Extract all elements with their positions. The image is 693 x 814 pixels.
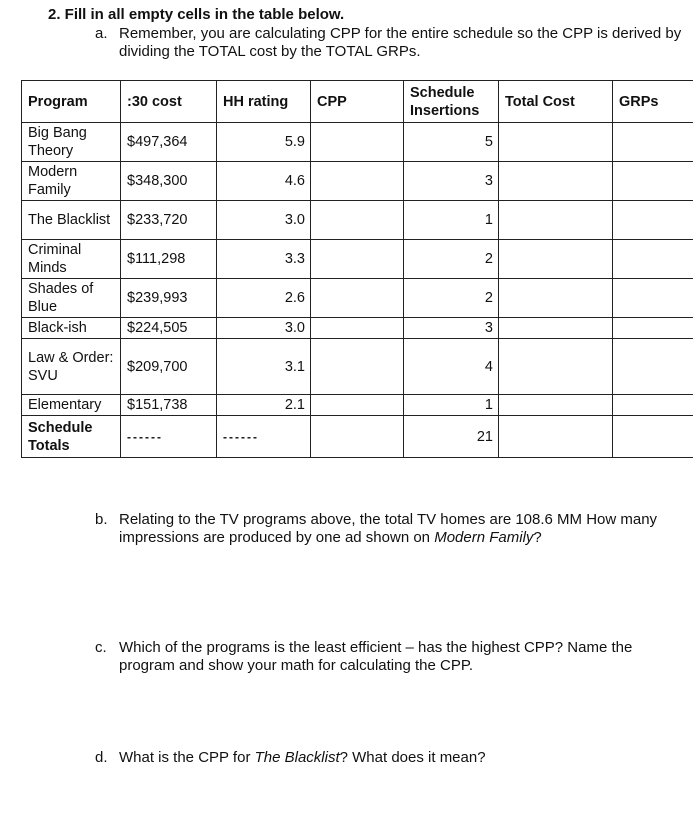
insertions-cell: 1 — [404, 395, 499, 416]
cpp-cell[interactable] — [311, 339, 404, 395]
program-name: Elementary — [22, 395, 121, 416]
total-cost-cell[interactable] — [499, 279, 613, 318]
grps-cell[interactable] — [613, 201, 693, 240]
program-name: The Blacklist — [22, 201, 121, 240]
header-cpp: CPP — [311, 81, 404, 123]
table-row — [22, 162, 693, 201]
header-program: Program — [22, 81, 121, 123]
program-name: Modern Family — [22, 162, 121, 201]
table-header-row — [22, 81, 693, 123]
total-cost-cell[interactable] — [499, 123, 613, 162]
totals-grps-cell[interactable] — [613, 416, 693, 458]
insertions-cell: 1 — [404, 201, 499, 240]
question-b-text-end: ? — [533, 529, 542, 546]
grps-cell[interactable] — [613, 395, 693, 416]
program-name: Criminal Minds — [22, 240, 121, 279]
total-cost-cell[interactable] — [499, 201, 613, 240]
rating-cell: 3.1 — [217, 339, 311, 395]
question-c-letter: c. — [95, 639, 107, 656]
totals-row — [22, 416, 693, 458]
table-row — [22, 279, 693, 318]
question-d-text-end: ? What does it mean? — [339, 749, 486, 766]
table-row — [22, 395, 693, 416]
question-b — [97, 511, 682, 547]
header-cost: :30 cost — [121, 81, 217, 123]
total-cost-cell[interactable] — [499, 339, 613, 395]
insertions-cell: 4 — [404, 339, 499, 395]
program-name: Law & Order: SVU — [22, 339, 121, 395]
header-rating: HH rating — [217, 81, 311, 123]
table-row — [22, 201, 693, 240]
grps-cell[interactable] — [613, 123, 693, 162]
insertions-cell: 2 — [404, 240, 499, 279]
cost-cell: $497,364 — [121, 123, 217, 162]
grps-cell[interactable] — [613, 318, 693, 339]
cost-cell: $209,700 — [121, 339, 217, 395]
question-b-program: Modern Family — [434, 529, 534, 546]
question-b-text-part: Relating to the TV programs above, the total TV homes are 108.6 MM How many impressions are produced by one ad shown on — [119, 511, 658, 546]
rating-cell: 3.0 — [217, 201, 311, 240]
cpp-cell[interactable] — [311, 123, 404, 162]
cpp-cell[interactable] — [311, 395, 404, 416]
totals-cost-placeholder: ------ — [121, 416, 217, 458]
insertions-cell: 3 — [404, 162, 499, 201]
table-row — [22, 318, 693, 339]
totals-insertions-cell: 21 — [404, 416, 499, 458]
rating-cell: 2.1 — [217, 395, 311, 416]
totals-cpp-cell[interactable] — [311, 416, 404, 458]
question-title: 2. Fill in all empty cells in the table below. — [48, 6, 345, 23]
rating-cell: 2.6 — [217, 279, 311, 318]
totals-label: Schedule Totals — [22, 416, 121, 458]
question-d-text — [119, 749, 682, 767]
total-cost-cell[interactable] — [499, 318, 613, 339]
insertions-cell: 5 — [404, 123, 499, 162]
total-cost-cell[interactable] — [499, 240, 613, 279]
program-name: Shades of Blue — [22, 279, 121, 318]
header-grps: GRPs — [613, 81, 693, 123]
table-row — [22, 240, 693, 279]
question-b-text — [119, 511, 682, 547]
cpp-cell[interactable] — [311, 201, 404, 240]
cpp-cell[interactable] — [311, 279, 404, 318]
header-total-cost: Total Cost — [499, 81, 613, 123]
rating-cell: 3.0 — [217, 318, 311, 339]
totals-rating-placeholder: ------ — [217, 416, 311, 458]
cost-cell: $151,738 — [121, 395, 217, 416]
totals-total-cost-cell[interactable] — [499, 416, 613, 458]
grps-cell[interactable] — [613, 162, 693, 201]
cost-cell: $224,505 — [121, 318, 217, 339]
question-b-letter: b. — [95, 511, 108, 528]
rating-cell: 3.3 — [217, 240, 311, 279]
table-row — [22, 123, 693, 162]
cost-cell: $111,298 — [121, 240, 217, 279]
insertions-cell: 3 — [404, 318, 499, 339]
question-c — [97, 639, 682, 675]
question-d-text-part: What is the CPP for — [119, 749, 255, 766]
program-name: Black-ish — [22, 318, 121, 339]
table-row — [22, 339, 693, 395]
cost-cell: $239,993 — [121, 279, 217, 318]
question-c-text: Which of the programs is the least efficient – has the highest CPP? Name the program and show your math for calculating the CPP. — [119, 639, 633, 674]
total-cost-cell[interactable] — [499, 162, 613, 201]
insertions-cell: 2 — [404, 279, 499, 318]
cost-cell: $233,720 — [121, 201, 217, 240]
instruction-a-text: Remember, you are calculating CPP for the entire schedule so the CPP is derived by dividing the TOTAL cost by the TOTAL GRPs. — [119, 25, 682, 60]
question-d — [97, 749, 682, 767]
header-insertions: Schedule Insertions — [404, 81, 499, 123]
cpp-cell[interactable] — [311, 240, 404, 279]
rating-cell: 5.9 — [217, 123, 311, 162]
cost-cell: $348,300 — [121, 162, 217, 201]
instruction-a — [97, 25, 687, 61]
program-name: Big Bang Theory — [22, 123, 121, 162]
schedule-table — [21, 80, 693, 458]
question-d-program: The Blacklist — [254, 749, 340, 766]
cpp-cell[interactable] — [311, 162, 404, 201]
rating-cell: 4.6 — [217, 162, 311, 201]
instruction-a-letter: a. — [95, 25, 108, 42]
cpp-cell[interactable] — [311, 318, 404, 339]
total-cost-cell[interactable] — [499, 395, 613, 416]
grps-cell[interactable] — [613, 279, 693, 318]
grps-cell[interactable] — [613, 339, 693, 395]
question-d-letter: d. — [95, 749, 108, 766]
grps-cell[interactable] — [613, 240, 693, 279]
